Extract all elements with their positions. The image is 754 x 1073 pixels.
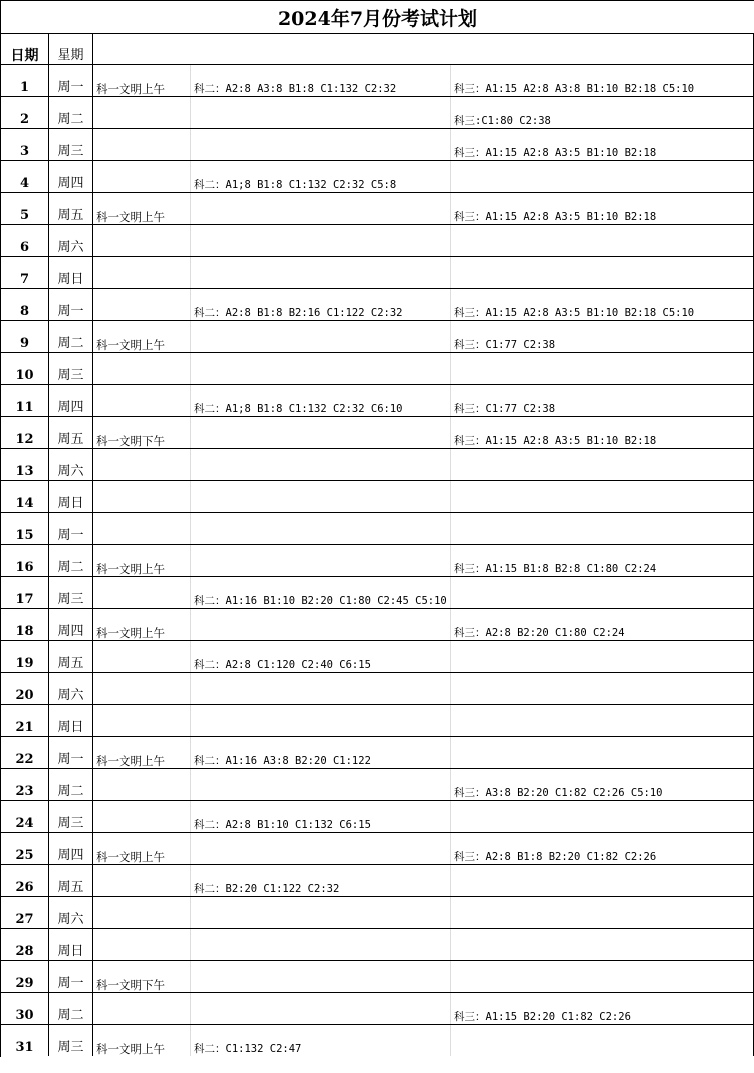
weekday-cell: 周四 xyxy=(49,161,93,192)
weekday-cell: 周日 xyxy=(49,481,93,512)
ke1-cell xyxy=(93,993,191,1024)
ke2-cell: 科二：C1:132 C2:47 xyxy=(191,1025,451,1056)
ke3-cell: 科三：A1:15 A2:8 A3:5 B1:10 B2:18 xyxy=(451,129,754,160)
ke2-cell xyxy=(191,353,451,384)
ke2-cell: 科二：A1;8 B1:8 C1:132 C2:32 C6:10 xyxy=(191,385,451,416)
ke1-cell xyxy=(93,353,191,384)
ke1-cell xyxy=(93,705,191,736)
table-row xyxy=(1,256,754,288)
ke2-cell xyxy=(191,897,451,928)
date-cell: 6 xyxy=(1,225,49,256)
ke3-cell xyxy=(451,257,754,288)
ke3-cell: 科三：C1:77 C2:38 xyxy=(451,321,754,352)
weekday-cell: 周五 xyxy=(49,865,93,896)
date-cell: 5 xyxy=(1,193,49,224)
weekday-cell: 周五 xyxy=(49,641,93,672)
table-row xyxy=(1,1024,754,1056)
date-cell: 24 xyxy=(1,801,49,832)
date-cell: 4 xyxy=(1,161,49,192)
date-cell: 15 xyxy=(1,513,49,544)
ke3-cell xyxy=(451,577,754,608)
table-row xyxy=(1,672,754,704)
ke2-cell: 科二：A1;8 B1:8 C1:132 C2:32 C5:8 xyxy=(191,161,451,192)
ke2-cell xyxy=(191,705,451,736)
ke3-cell xyxy=(451,641,754,672)
ke2-cell xyxy=(191,545,451,576)
ke2-cell: 科二：A1:16 B1:10 B2:20 C1:80 C2:45 C5:10 xyxy=(191,577,451,608)
table-row xyxy=(1,64,754,96)
ke1-cell xyxy=(93,513,191,544)
ke2-cell: 科二：B2:20 C1:122 C2:32 xyxy=(191,865,451,896)
ke1-cell xyxy=(93,97,191,128)
ke3-cell xyxy=(451,1025,754,1056)
ke1-cell xyxy=(93,801,191,832)
ke2-cell xyxy=(191,961,451,992)
date-cell: 31 xyxy=(1,1025,49,1056)
table-row xyxy=(1,896,754,928)
weekday-cell: 周四 xyxy=(49,385,93,416)
table-row xyxy=(1,96,754,128)
ke1-cell xyxy=(93,897,191,928)
table-row xyxy=(1,448,754,480)
ke2-cell xyxy=(191,929,451,960)
table-row xyxy=(1,736,754,768)
table-row xyxy=(1,160,754,192)
weekday-cell: 周四 xyxy=(49,833,93,864)
header-row xyxy=(1,33,754,64)
ke1-cell xyxy=(93,289,191,320)
table-row xyxy=(1,832,754,864)
date-cell: 22 xyxy=(1,737,49,768)
ke1-cell xyxy=(93,673,191,704)
date-cell: 8 xyxy=(1,289,49,320)
ke3-cell xyxy=(451,801,754,832)
ke1-cell: 科一文明上午 xyxy=(93,193,191,224)
ke1-cell xyxy=(93,449,191,480)
ke1-cell xyxy=(93,129,191,160)
ke2-cell xyxy=(191,609,451,640)
table-row xyxy=(1,800,754,832)
weekday-cell: 周一 xyxy=(49,737,93,768)
weekday-cell: 周四 xyxy=(49,609,93,640)
date-cell: 30 xyxy=(1,993,49,1024)
ke1-cell xyxy=(93,641,191,672)
ke1-cell xyxy=(93,385,191,416)
ke1-cell: 科一文明上午 xyxy=(93,737,191,768)
ke2-cell: 科二：A2:8 A3:8 B1:8 C1:132 C2:32 xyxy=(191,65,451,96)
weekday-cell: 周日 xyxy=(49,929,93,960)
ke1-cell: 科一文明上午 xyxy=(93,321,191,352)
table-row xyxy=(1,288,754,320)
ke2-cell: 科二：A2:8 C1:120 C2:40 C6:15 xyxy=(191,641,451,672)
ke3-cell: 科三：A1:15 B1:8 B2:8 C1:80 C2:24 xyxy=(451,545,754,576)
weekday-cell: 周三 xyxy=(49,577,93,608)
date-cell: 19 xyxy=(1,641,49,672)
ke2-cell xyxy=(191,833,451,864)
ke2-cell: 科二：A1:16 A3:8 B2:20 C1:122 xyxy=(191,737,451,768)
ke2-cell xyxy=(191,193,451,224)
header-blank xyxy=(93,33,754,64)
ke2-cell xyxy=(191,769,451,800)
weekday-cell: 周二 xyxy=(49,321,93,352)
weekday-cell: 周二 xyxy=(49,97,93,128)
ke2-cell xyxy=(191,481,451,512)
ke3-cell xyxy=(451,705,754,736)
ke2-cell xyxy=(191,225,451,256)
date-cell: 20 xyxy=(1,673,49,704)
ke3-cell xyxy=(451,513,754,544)
ke1-cell: 科一文明上午 xyxy=(93,65,191,96)
date-cell: 25 xyxy=(1,833,49,864)
table-row xyxy=(1,960,754,992)
table-row xyxy=(1,416,754,448)
weekday-cell: 周二 xyxy=(49,545,93,576)
ke3-cell: 科三:C1:80 C2:38 xyxy=(451,97,754,128)
date-cell: 28 xyxy=(1,929,49,960)
ke2-cell xyxy=(191,129,451,160)
table-row xyxy=(1,224,754,256)
date-cell: 17 xyxy=(1,577,49,608)
date-cell: 13 xyxy=(1,449,49,480)
ke1-cell xyxy=(93,161,191,192)
table-row xyxy=(1,992,754,1024)
ke1-cell xyxy=(93,769,191,800)
weekday-cell: 周三 xyxy=(49,129,93,160)
date-cell: 11 xyxy=(1,385,49,416)
ke1-cell xyxy=(93,929,191,960)
weekday-cell: 周一 xyxy=(49,513,93,544)
weekday-cell: 周六 xyxy=(49,673,93,704)
ke2-cell xyxy=(191,449,451,480)
ke3-cell xyxy=(451,481,754,512)
ke2-cell xyxy=(191,993,451,1024)
table-row xyxy=(1,608,754,640)
table-row xyxy=(1,768,754,800)
weekday-cell: 周六 xyxy=(49,449,93,480)
date-cell: 18 xyxy=(1,609,49,640)
weekday-cell: 周五 xyxy=(49,193,93,224)
date-cell: 10 xyxy=(1,353,49,384)
date-cell: 29 xyxy=(1,961,49,992)
ke1-cell: 科一文明上午 xyxy=(93,1025,191,1056)
weekday-cell: 周三 xyxy=(49,1025,93,1056)
ke3-cell xyxy=(451,673,754,704)
ke3-cell: 科三：A1:15 A2:8 A3:5 B1:10 B2:18 xyxy=(451,193,754,224)
table-row xyxy=(1,384,754,416)
ke1-cell xyxy=(93,865,191,896)
ke1-cell: 科一文明上午 xyxy=(93,833,191,864)
table-row xyxy=(1,864,754,896)
table-row xyxy=(1,576,754,608)
date-cell: 3 xyxy=(1,129,49,160)
ke1-cell xyxy=(93,481,191,512)
weekday-cell: 周日 xyxy=(49,257,93,288)
date-cell: 1 xyxy=(1,65,49,96)
ke2-cell xyxy=(191,417,451,448)
table-row xyxy=(1,192,754,224)
table-row xyxy=(1,512,754,544)
ke1-cell xyxy=(93,257,191,288)
weekday-cell: 周日 xyxy=(49,705,93,736)
ke2-cell: 科二：A2:8 B1:8 B2:16 C1:122 C2:32 xyxy=(191,289,451,320)
date-cell: 12 xyxy=(1,417,49,448)
table-row xyxy=(1,352,754,384)
sheet-title: 2024年7月份考试计划 xyxy=(1,0,754,34)
ke3-cell xyxy=(451,353,754,384)
ke3-cell: 科三：A1:15 A2:8 A3:5 B1:10 B2:18 C5:10 xyxy=(451,289,754,320)
ke3-cell xyxy=(451,865,754,896)
ke1-cell: 科一文明下午 xyxy=(93,961,191,992)
ke3-cell xyxy=(451,161,754,192)
ke3-cell: 科三：A2:8 B1:8 B2:20 C1:82 C2:26 xyxy=(451,833,754,864)
ke3-cell xyxy=(451,897,754,928)
date-cell: 26 xyxy=(1,865,49,896)
date-cell: 9 xyxy=(1,321,49,352)
weekday-cell: 周六 xyxy=(49,225,93,256)
date-cell: 16 xyxy=(1,545,49,576)
ke2-cell xyxy=(191,321,451,352)
ke3-cell: 科三：A1:15 A2:8 A3:5 B1:10 B2:18 xyxy=(451,417,754,448)
ke2-cell xyxy=(191,673,451,704)
weekday-cell: 周二 xyxy=(49,993,93,1024)
ke1-cell: 科一文明上午 xyxy=(93,545,191,576)
ke1-cell xyxy=(93,577,191,608)
weekday-cell: 周六 xyxy=(49,897,93,928)
ke3-cell: 科三：A1:15 B2:20 C1:82 C2:26 xyxy=(451,993,754,1024)
date-cell: 27 xyxy=(1,897,49,928)
date-cell: 14 xyxy=(1,481,49,512)
table-row xyxy=(1,128,754,160)
ke3-cell: 科三：A1:15 A2:8 A3:8 B1:10 B2:18 C5:10 xyxy=(451,65,754,96)
ke2-cell xyxy=(191,513,451,544)
ke1-cell: 科一文明上午 xyxy=(93,609,191,640)
weekday-cell: 周五 xyxy=(49,417,93,448)
date-cell: 7 xyxy=(1,257,49,288)
weekday-cell: 周三 xyxy=(49,801,93,832)
table-row xyxy=(1,704,754,736)
header-date: 日期 xyxy=(1,33,49,64)
table-row xyxy=(1,480,754,512)
weekday-cell: 周一 xyxy=(49,289,93,320)
table-row xyxy=(1,928,754,960)
ke3-cell: 科三：A3:8 B2:20 C1:82 C2:26 C5:10 xyxy=(451,769,754,800)
ke3-cell xyxy=(451,449,754,480)
ke1-cell xyxy=(93,225,191,256)
ke3-cell: 科三：A2:8 B2:20 C1:80 C2:24 xyxy=(451,609,754,640)
table-row xyxy=(1,320,754,352)
table-row xyxy=(1,640,754,672)
ke1-cell: 科一文明下午 xyxy=(93,417,191,448)
ke3-cell xyxy=(451,929,754,960)
weekday-cell: 周一 xyxy=(49,961,93,992)
ke3-cell xyxy=(451,225,754,256)
date-cell: 2 xyxy=(1,97,49,128)
weekday-cell: 周一 xyxy=(49,65,93,96)
ke2-cell xyxy=(191,97,451,128)
ke2-cell xyxy=(191,257,451,288)
ke3-cell xyxy=(451,961,754,992)
weekday-cell: 周三 xyxy=(49,353,93,384)
table-row xyxy=(1,544,754,576)
date-cell: 23 xyxy=(1,769,49,800)
header-weekday: 星期 xyxy=(49,33,93,64)
ke2-cell: 科二：A2:8 B1:10 C1:132 C6:15 xyxy=(191,801,451,832)
ke3-cell: 科三：C1:77 C2:38 xyxy=(451,385,754,416)
ke3-cell xyxy=(451,737,754,768)
schedule-rows xyxy=(1,64,754,1056)
date-cell: 21 xyxy=(1,705,49,736)
weekday-cell: 周二 xyxy=(49,769,93,800)
